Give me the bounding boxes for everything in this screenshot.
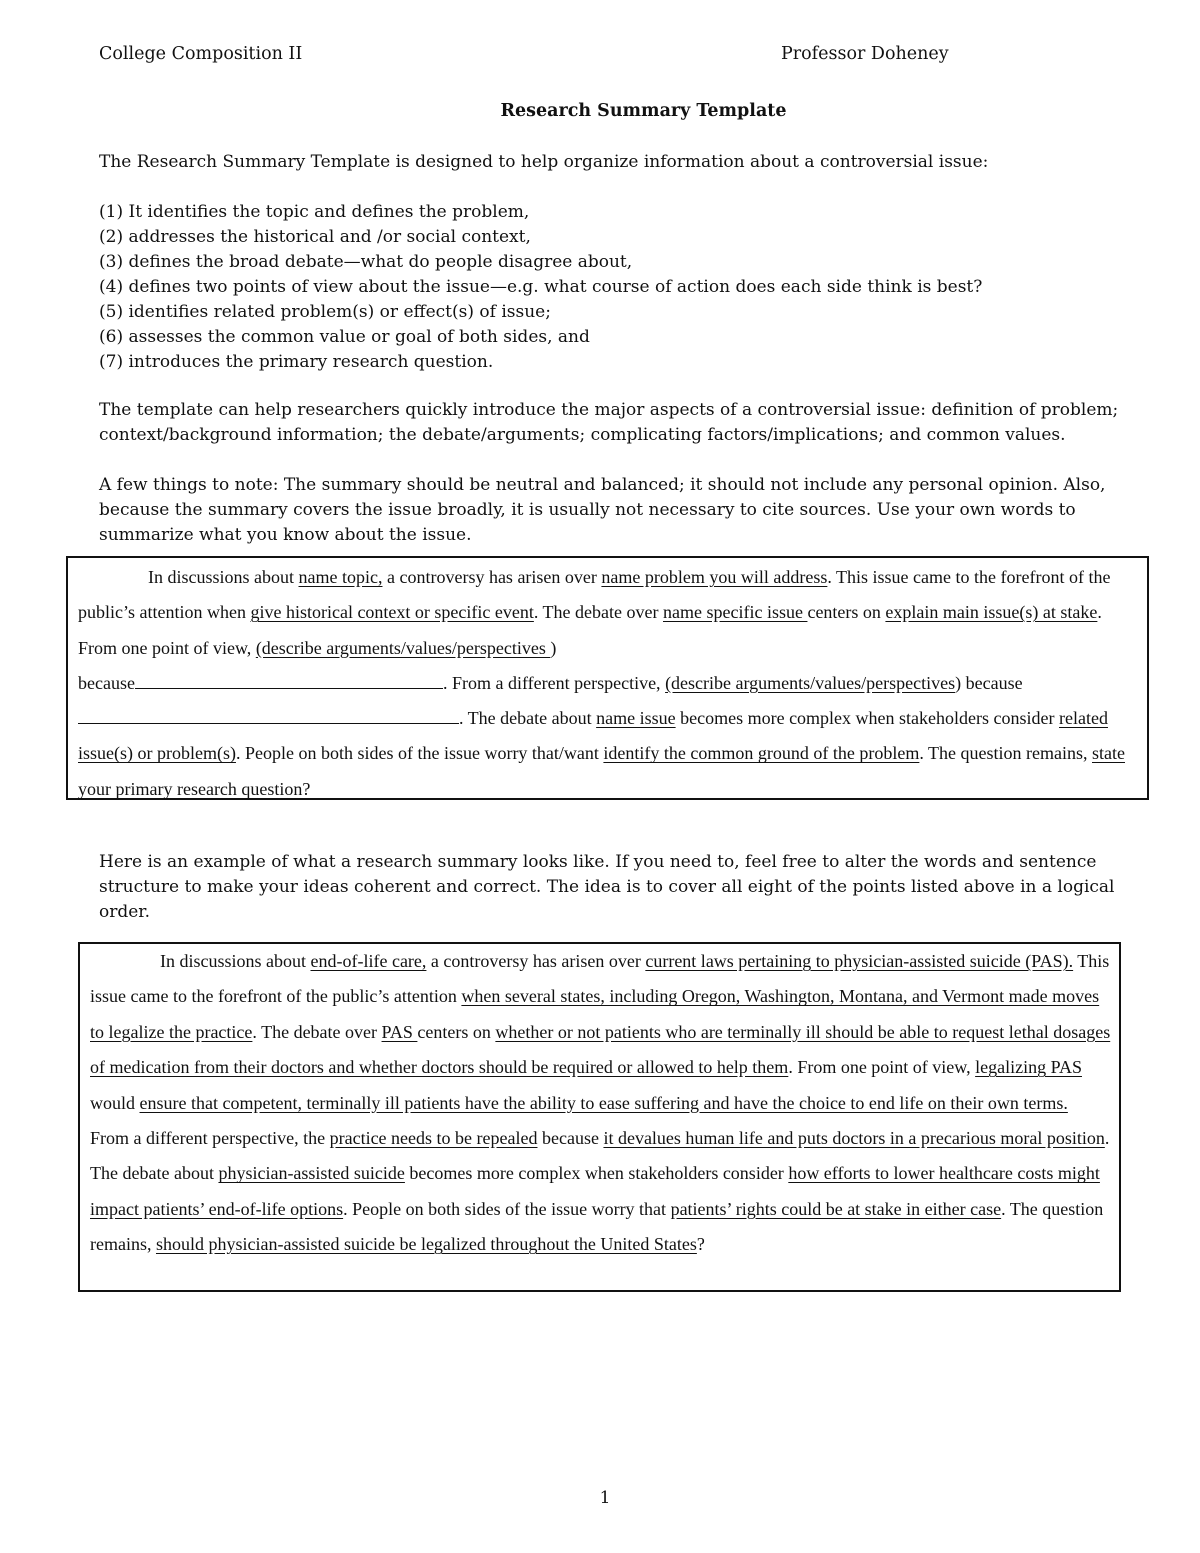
example-problem: current laws pertaining to physician-assisted suicide (PAS). [645,951,1074,971]
example-box [78,942,1121,1292]
text-run: becomes more complex when stakeholders consider [404,1163,789,1184]
notes-paragraph: A few things to note: The summary should be neutral and balanced; it should not include any personal opinion. Also, because the summary covers the issue broadly, it is usually not necessary to cite sources. Use your own words to summarize what you know about the issue. [99,475,1106,545]
text-run: centers on [417,1021,496,1042]
example-context: when several states, including Oregon, Washington, Montana, and Vermont made moves to legalize the practice [90,986,1100,1042]
template-purpose-paragraph: The template can help researchers quickly introduce the major aspects of a controversial issue: definition of problem; context/background information; the debate/arguments; complicating factors/implications; and common values. [99,400,1119,445]
example-main-issue: whether or not patients who are terminally ill should be able to request lethal dosages of medication from their doctors and whether doctors should be required or allowed to help them [90,1021,1111,1078]
placeholder-common-ground: identify the common ground of the problem [603,743,920,764]
list-item: (6) assesses the common value or goal of both sides, and [99,327,590,347]
intro-paragraph: The Research Summary Template is designed to help organize information about a controversial issue: [99,152,989,172]
example-common-ground: patients’ rights could be at stake in either case [670,1198,1002,1219]
placeholder-arguments-1: (describe arguments/values/perspectives [255,637,551,658]
text-run: a controversy has arisen over [426,951,646,971]
list-item: (4) defines two points of view about the issue—e.g. what course of action does each side think is best? [99,277,983,297]
text-run: ? [302,778,311,799]
page-number: 1 [599,1488,611,1508]
blank-line [78,705,459,724]
course-name: College Composition II [99,44,303,64]
text-run: This issue came to the forefront of the public’s attention [90,951,1110,1007]
text-run: From a different perspective, the [90,1128,330,1149]
list-item: (5) identifies related problem(s) or effect(s) of issue; [99,302,551,322]
document-title: Research Summary Template [500,101,787,121]
text-run: . The question remains, [90,1198,1104,1255]
placeholder-research-question: state your primary research question [78,743,1125,799]
text-run: . From a different perspective, [442,672,666,693]
list-item: (3) defines the broad debate—what do people disagree about, [99,252,633,272]
text-run: because [78,672,135,693]
list-item: (7) introduces the primary research question. [99,352,494,372]
template-box [66,556,1149,800]
example-intro-paragraph: Here is an example of what a research summary looks like. If you need to, feel free to alter the words and sentence structure to make your ideas coherent and correct. The idea is to cover all eight of the points listed above in a logical order. [99,852,1115,922]
text-run: centers on [807,602,886,623]
text-run: In discussions about [148,567,299,587]
example-arguments-1: ensure that competent, terminally ill patients have the ability to ease suffering and have the choice to end life on their own terms. [139,1092,1068,1113]
text-run: would [90,1092,140,1113]
example-research-question: should physician-assisted suicide be legalized throughout the United States [155,1234,697,1255]
example-arguments-2: it devalues human life and puts doctors in a precarious moral position [603,1128,1105,1149]
text-run: because [537,1128,604,1149]
placeholder-topic: name topic, [298,567,383,587]
text-run: . The debate about [459,708,597,729]
text-run: a controversy has arisen over [382,567,602,587]
placeholder-context: give historical context or specific event [250,602,534,623]
text-run: . This issue came to the forefront of the public’s attention when [78,567,1111,623]
text-run: In discussions about [160,951,311,971]
example-viewpoint-1: legalizing PAS [975,1057,1082,1078]
text-run: becomes more complex when stakeholders consider [675,708,1059,729]
text-run: . From one point of view, [788,1057,976,1078]
text-run: . The debate about [90,1128,1110,1184]
text-run: ) [550,637,557,658]
text-run: ? [696,1234,705,1255]
example-topic: end-of-life care, [310,951,427,971]
text-run: . People on both sides of the issue worry that/want [235,743,604,764]
summary-points-list [99,200,1129,375]
list-item: (2) addresses the historical and /or social context, [99,227,531,247]
template-text [78,560,1139,807]
example-viewpoint-2: practice needs to be repealed [329,1128,538,1149]
list-item: (1) It identifies the topic and defines the problem, [99,202,530,222]
placeholder-main-issue: explain main issue(s) at stake [885,602,1098,623]
text-run: . The debate over [252,1021,382,1042]
text-run: . People on both sides of the issue worry that [343,1198,671,1219]
placeholder-issue-name: name issue [596,708,676,729]
text-run: . The question remains, [919,743,1092,764]
example-text [90,944,1111,1263]
placeholder-related-issue: related issue(s) or problem(s) [78,708,1108,764]
professor-name: Professor Doheney [781,44,949,64]
placeholder-specific-issue: name specific issue [663,602,808,623]
placeholder-problem: name problem you will address [601,567,828,587]
text-run: . The debate over [533,602,663,623]
example-related-issue: how efforts to lower healthcare costs might impact patients’ end-of-life options [90,1163,1100,1219]
blank-line [135,670,443,689]
placeholder-arguments-2: (describe arguments/values/perspectives [665,672,956,693]
text-run: . From one point of view, [78,602,1102,658]
example-specific-issue: PAS [381,1021,418,1042]
example-issue-name: physician-assisted suicide [218,1163,405,1184]
text-run: ) because [955,672,1023,693]
